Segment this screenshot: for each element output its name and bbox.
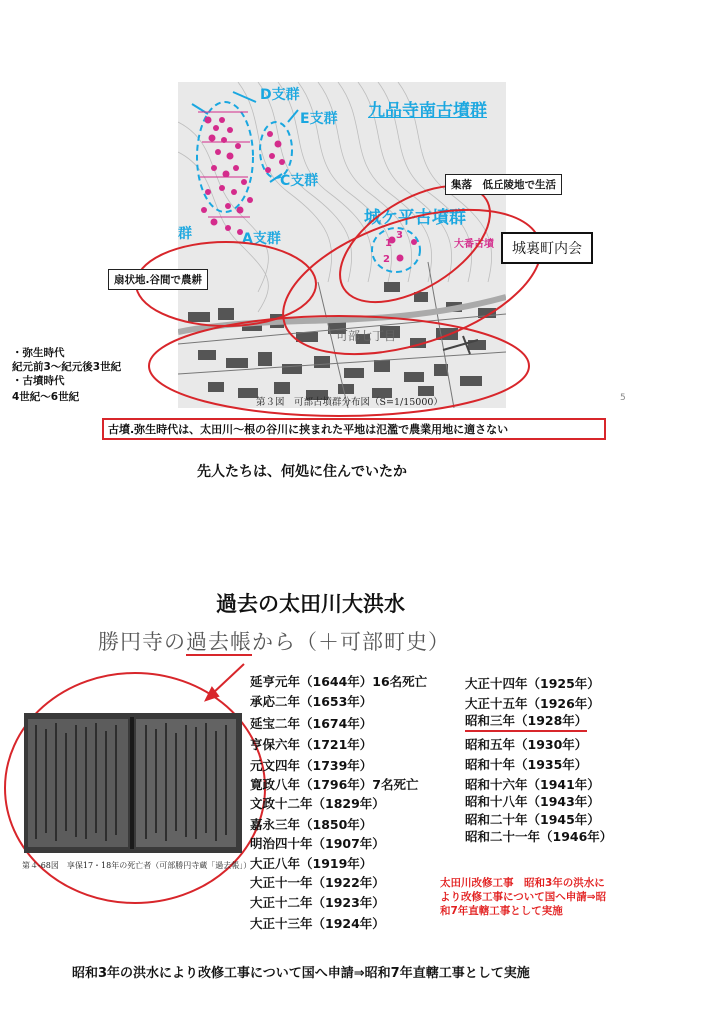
flood-year-left-5: 元文四年（1739年） [250, 758, 373, 773]
arrow-to-photo [206, 664, 244, 700]
flood-year-right-6: 昭和十六年（1941年） [465, 777, 600, 792]
flood-year-left-3: 延宝二年（1674年） [250, 716, 373, 731]
kofun-yayoi-banner: 古墳.弥生時代は、太田川～根の谷川に挟まれた平地は氾濫で農業用地に適さない [102, 418, 606, 440]
map-label-a-group: A支群 [242, 231, 281, 247]
flood-year-right-4: 昭和五年（1930年） [465, 737, 588, 752]
map-label-jogahira: 城ケ平古墳群 [364, 208, 466, 228]
flood-year-left-10: 大正八年（1919年） [250, 856, 373, 871]
flood-subtitle [98, 626, 450, 656]
label-settlement: 集落 低丘陵地で生活 [445, 174, 562, 195]
ellipse-plain [149, 316, 529, 416]
flood-year-right-8: 昭和二十年（1945年） [465, 812, 600, 827]
label-fan: 扇状地.谷間で農耕 [108, 269, 208, 290]
photo-caption: 第４-68図 享保17・18年の死亡者（可部勝円寺蔵「過去帳」） [22, 861, 252, 870]
flood-year-left-12: 大正十二年（1923年） [250, 895, 385, 910]
flood-year-right-1: 大正十四年（1925年） [465, 676, 600, 691]
map-label-kuhonji: 九品寺南古墳群 [368, 101, 487, 121]
flood-year-right-7: 昭和十八年（1943年） [465, 794, 600, 809]
flood-year-left-11: 大正十一年（1922年） [250, 875, 385, 890]
period-kofun-range: 4世紀～6世紀 [12, 391, 80, 403]
flood-year-right-5: 昭和十年（1935年） [465, 757, 588, 772]
flood-year-left-4: 亨保六年（1721年） [250, 737, 373, 752]
note-line-3: 和7年直轄工事として実施 [440, 905, 563, 917]
ellipse-upland [265, 182, 558, 383]
past-register-photo [24, 713, 242, 853]
flood-year-left-2: 承応二年（1653年） [250, 694, 373, 709]
note-line-1: 太田川改修工事 昭和3年の洪水に [440, 877, 605, 889]
flood-year-left-6: 寛政八年（1796年）7名死亡 [250, 777, 419, 792]
map-label-num1: 1 [385, 238, 392, 249]
map-caption: 第３図 可部古墳群分布図（S=1/15000） [256, 397, 443, 408]
flood-title: 過去の太田川大洪水 [216, 592, 405, 616]
flood-year-right-3: 昭和三年（1928年） [465, 712, 587, 732]
map-label-num3: 3 [396, 230, 403, 241]
flood-year-right-2: 大正十五年（1926年） [465, 696, 600, 711]
flood-year-left-8: 嘉永三年（1850年） [250, 817, 373, 832]
subtitle-register: 過去帳 [186, 630, 252, 654]
label-association: 城裏町内会 [501, 232, 593, 264]
subtitle-pre: 勝円寺の [98, 630, 186, 654]
flood-year-left-1: 延亨元年（1644年）16名死亡 [250, 674, 428, 689]
register-photo-image [24, 713, 242, 853]
map-label-town: 可部七丁目 [336, 329, 397, 343]
page-number: 5 [620, 393, 626, 403]
bottom-summary: 昭和3年の洪水により改修工事について国へ申請⇒昭和7年直轄工事として実施 [72, 966, 530, 981]
map-label-num2: 2 [383, 254, 390, 265]
note-line-2: より改修工事について国へ申請⇒昭 [440, 891, 607, 903]
map-label-e-group: E支群 [300, 111, 338, 127]
flood-year-left-7: 文政十二年（1829年） [250, 796, 385, 811]
subtitle-post: から（＋可部町史） [252, 630, 450, 654]
map-label-c-group: C支群 [280, 173, 319, 189]
flood-year-left-13: 大正十三年（1924年） [250, 916, 385, 931]
map-label-d-group: D支群 [260, 87, 300, 103]
flood-year-right-9: 昭和二十一年（1946年） [465, 829, 613, 844]
question-heading: 先人たちは、何処に住んでいたか [197, 464, 407, 480]
map-label-fragment-right: 大番古墳 [454, 239, 494, 250]
river-improvement-note [440, 876, 660, 918]
period-kofun: ・古墳時代 [12, 375, 65, 387]
flood-year-left-9: 明治四十年（1907年） [250, 836, 385, 851]
period-yayoi: ・弥生時代 [12, 347, 65, 359]
period-yayoi-range: 紀元前3～紀元後3世紀 [12, 361, 122, 373]
map-label-fragment: 群 [178, 226, 192, 242]
